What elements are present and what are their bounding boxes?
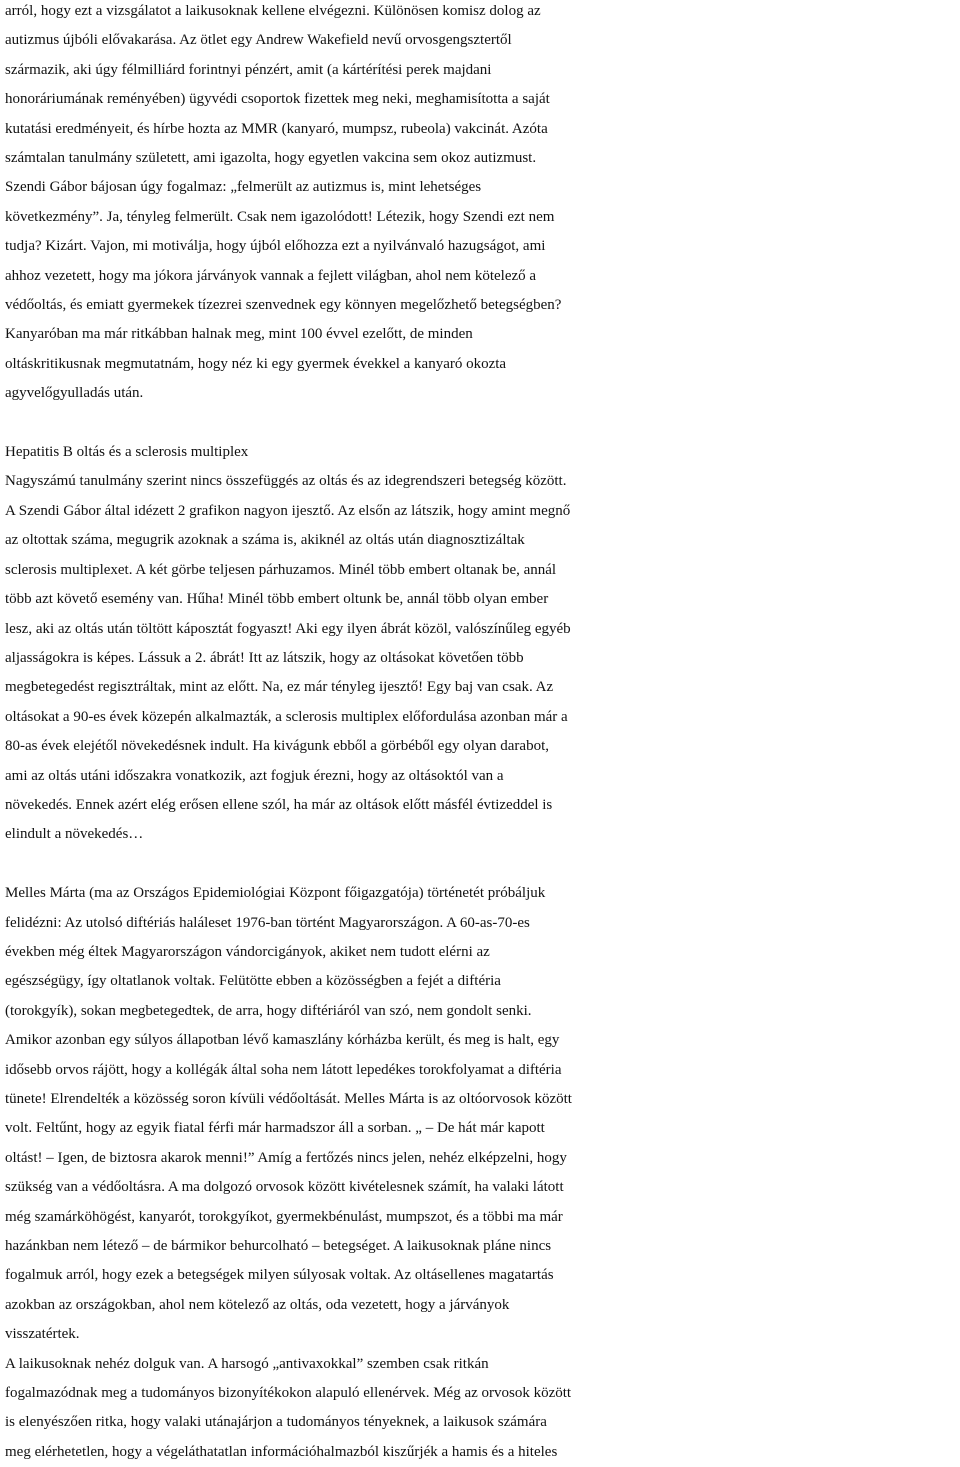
text-line: több azt követő esemény van. Hűha! Minél több embert oltunk be, annál több olyan ember [5,591,549,608]
text-line: években még éltek Magyarországon vándorcigányok, akiket nem tudott elérni az [5,943,490,960]
text-line: kutatási eredményeit, és hírbe hozta az MMR (kanyaró, mumpsz, rubeola) vakcinát. Azóta [5,120,548,137]
document-page [5,0,957,1467]
text-line: fogalmuk arról, hogy ezek a betegségek milyen súlyosak voltak. Az oltásellenes magatartás [5,1267,554,1284]
text-line: számtalan tanulmány született, ami igazolta, hogy egyetlen vakcina sem okoz autizmust. [5,150,537,167]
paragraph-gap [5,409,957,438]
text-line: felidézni: Az utolsó diftériás haláleset 1976-ban történt Magyarországon. A 60-as-70-es [5,914,530,931]
text-line: visszatértek. [5,1326,80,1343]
text-line: lesz, aki az oltás után töltött káposztát fogyaszt! Aki egy ilyen ábrát közöl, valószínűleg egyéb [5,620,571,637]
text-line: még szamárköhögést, kanyarót, torokgyíkot, gyermekbénulást, mumpszot, és a többi ma már [5,1208,563,1225]
section-heading: Hepatitis B oltás és a sclerosis multiplex [5,444,249,461]
text-line: tünete! Elrendelték a közösség soron kívüli védőoltását. Melles Márta is az oltóorvosok között [5,1091,572,1107]
text-line: honoráriumának reményében) ügyvédi csoportok fizettek meg neki, meghamisította a saját [5,91,550,108]
text-line: azokban az országokban, ahol nem kötelező az oltás, oda vezetett, hogy a járványok [5,1296,510,1313]
text-line: oltást! – Igen, de biztosra akarok menni!” Amíg a fertőzés nincs jelen, nehéz elképzelni, hogy [5,1149,567,1166]
text-line: 80-as évek elejétől növekedésnek indult. Ha kivágunk ebből a görbéből egy olyan darabot, [5,738,549,755]
text-line: Nagyszámú tanulmány szerint nincs összefüggés az oltás és az idegrendszeri betegség között. [5,473,567,490]
text-line: növekedés. Ennek azért elég erősen ellene szól, ha már az oltások előtt másfél évtizeddel is [5,796,553,813]
text-line: elindult a növekedés… [5,826,144,843]
text-line: oltáskritikusnak megmutatnám, hogy néz ki egy gyermek évekkel a kanyaró okozta [5,355,507,372]
text-line: aljasságokra is képes. Lássuk a 2. ábrát! Itt az látszik, hogy az oltásokat követően több [5,649,524,666]
text-line: oltásokat a 90-es évek közepén alkalmazták, a sclerosis multiplex előfordulása azonban már a [5,708,568,725]
text-line: ahhoz vezetett, hogy ma jókora járványok vannak a fejlett világban, ahol nem kötelező a [5,267,537,284]
text-line: az oltottak száma, megugrik azoknak a száma is, akiknél az oltás után diagnosztizáltak [5,532,525,549]
text-line: sclerosis multiplexet. A két görbe teljesen párhuzamos. Minél több embert oltanak be, annál [5,561,557,578]
text-line: agyvelőgyulladás után. [5,385,144,402]
text-line: Melles Márta (ma az Országos Epidemiológiai Központ főigazgatója) történetét próbáljuk [5,885,546,902]
text-line: Kanyaróban ma már ritkábban halnak meg, mint 100 évvel ezelőtt, de minden [5,326,473,343]
text-line: megbetegedést regisztráltak, mint az előtt. Na, ez már tényleg ijesztő! Egy baj van csak. Az [5,679,554,696]
text-line: származik, aki úgy félmilliárd forintnyi pénzért, amit (a kártérítési perek majdani [5,61,492,78]
text-line: fogalmazódnak meg a tudományos bizonyítékokon alapuló ellenérvek. Még az orvosok között [5,1385,572,1402]
text-line: idősebb orvos rájött, hogy a kollégák által soha nem látott lepedékes torokfolyamat a diftéria [5,1061,562,1078]
text-line: tudja? Kizárt. Vajon, mi motiválja, hogy újból előhozza ezt a nyilvánvaló hazugságot, ami [5,238,546,255]
text-line: (torokgyík), sokan megbetegedtek, de arra, hogy diftériáról van szó, nem gondolt senki. [5,1002,532,1019]
text-line: Amikor azonban egy súlyos állapotban lévő kamaszlány kórházba került, és meg is halt, egy [5,1032,560,1049]
text-line: is elenyészően ritka, hogy valaki utánajárjon a tudományos tényeknek, a laikusok számára [5,1414,547,1431]
paragraph-autism [5,0,957,409]
text-line: ami az oltás utáni időszakra vonatkozik, azt fogjuk érezni, hogy az oltásoktól van a [5,767,504,784]
paragraph-gap [5,850,957,879]
text-line: hazánkban nem létező – de bármikor behurcolható – betegséget. A laikusoknak pláne nincs [5,1238,552,1255]
text-line: Szendi Gábor bájosan úgy fogalmaz: „felmerült az autizmus is, mint lehetséges [5,179,482,196]
text-line: védőoltás, és emiatt gyermekek tízezrei szenvednek egy könnyen megelőzhető betegségben? [5,297,562,314]
text-line: A Szendi Gábor által idézett 2 grafikon nagyon ijesztő. Az elsőn az látszik, hogy amint megnő [5,502,571,519]
text-line: autizmus újbóli elővakarása. Az ötlet egy Andrew Wakefield nevű orvosgengsztertől [5,32,512,49]
paragraph-hepatitis-b [5,438,957,850]
text-line: meg elérhetetlen, hogy a végeláthatatlan információhalmazból kiszűrjék a hamis és a hiteles [5,1443,558,1460]
paragraph-laypeople [5,1350,957,1467]
text-line: következmény”. Ja, tényleg felmerült. Csak nem igazolódott! Létezik, hogy Szendi ezt nem [5,208,555,225]
paragraph-diphtheria [5,879,957,1350]
text-line: egészségügy, így oltatlanok voltak. Felütötte ebben a közösségben a fejét a diftéria [5,973,501,990]
text-line: szükség van a védőoltásra. A ma dolgozó orvosok között kivételesnek számít, ha valaki látott [5,1179,564,1196]
text-line: A laikusoknak nehéz dolguk van. A harsogó „antivaxokkal” szemben csak ritkán [5,1355,489,1372]
text-line: volt. Feltűnt, hogy az egyik fiatal férfi már harmadszor áll a sorban. „ – De hát már kapott [5,1120,545,1137]
text-line: arról, hogy ezt a vizsgálatot a laikusoknak kellene elvégezni. Különösen komisz dolog az [5,3,541,19]
